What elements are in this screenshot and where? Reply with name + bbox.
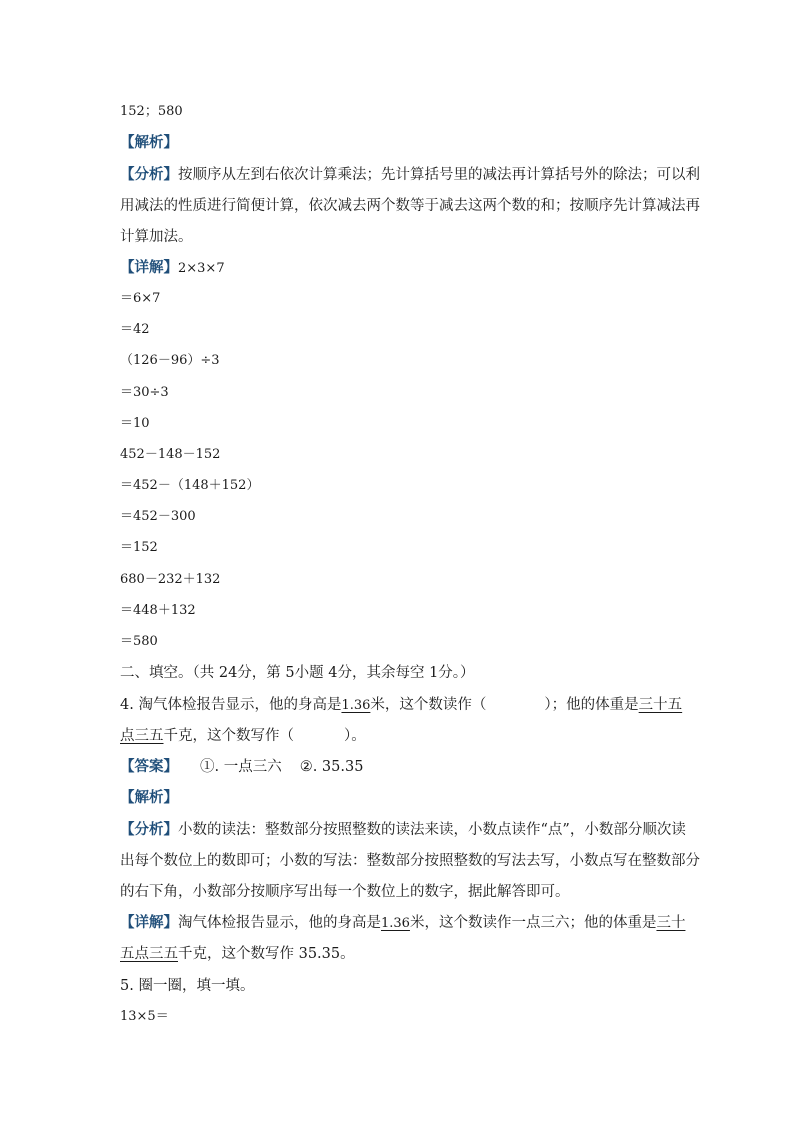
q4-analysis-line-1: 【分析】小数的读法：整数部分按照整数的读法来读，小数点读作“点”，小数部分顺次读 (120, 821, 686, 838)
calc-step: 452－148－152 (120, 447, 221, 462)
weight-value-2: 点三五 (120, 728, 164, 744)
calc-step: ＝580 (120, 634, 158, 649)
weight-value-1: 三十五 (638, 697, 683, 713)
q3-analysis-line-1: 【分析】按顺序从左到右依次计算乘法；先计算括号里的减法再计算括号外的除法；可以利 (120, 166, 700, 183)
height-value: 1.36 (341, 698, 371, 713)
q5-title: 5. 圈一圈，填一填。 (120, 978, 255, 994)
previous-answer: 152；580 (120, 104, 183, 119)
jiexi-label: 【解析】 (120, 134, 178, 151)
q3-analysis-line-3: 计算加法。 (120, 229, 193, 245)
q4-line-1: 4. 淘气体检报告显示，他的身高是1.36米，这个数读作（ ）；他的体重是三十五 (120, 697, 683, 713)
xiangjie-label: 【详解】 (120, 914, 178, 931)
calc-step: ＝6×7 (120, 291, 161, 306)
q3-detail-line: 【详解】2×3×7 (120, 259, 225, 276)
calc-step: ＝30÷3 (120, 385, 169, 400)
calc-step: ＝152 (120, 540, 158, 555)
q4-answer: 【答案】 ①. 一点三六 ②. 35.35 (120, 758, 364, 775)
q4-analysis-line-3: 的右下角，小数部分按顺序写出每一个数位上的数字，据此解答即可。 (120, 884, 570, 900)
fenxi-label: 【分析】 (120, 821, 178, 838)
calc-step: ＝10 (120, 416, 150, 431)
daan-label: 【答案】 (120, 758, 178, 775)
q3-analysis-line-2: 用减法的性质进行简便计算，依次减去两个数等于减去这两个数的和；按顺序先计算减法再 (120, 198, 700, 214)
height-value: 1.36 (381, 916, 410, 931)
calc-step: ＝452－300 (120, 509, 196, 524)
calc-step: 680－232＋132 (120, 572, 221, 587)
calc-step: ＝42 (120, 322, 150, 337)
q4-analysis-line-2: 出每个数位上的数即可；小数的写法：整数部分按照整数的写法去写，小数点写在整数部分 (120, 853, 700, 869)
weight-value-1: 三十 (656, 915, 686, 931)
q4-detail-line-2: 五点三五千克，这个数写作 35.35。 (120, 946, 355, 962)
calc-step: （126－96）÷3 (120, 353, 220, 368)
q4-line-2: 点三五千克，这个数写作（ ）。 (120, 728, 366, 744)
calc-step: ＝452－（148＋152） (120, 478, 260, 493)
section-2-title: 二、填空。（共 24分，第 5小题 4分，其余每空 1分。） (120, 665, 475, 681)
calc-step: ＝448＋132 (120, 603, 196, 618)
q5-expression: 13×5＝ (120, 1009, 169, 1024)
q4-detail-line-1: 【详解】淘气体检报告显示，他的身高是1.36米，这个数读作一点三六；他的体重是三十 (120, 914, 686, 931)
xiangjie-label: 【详解】 (120, 259, 178, 276)
fenxi-label: 【分析】 (120, 166, 178, 183)
jiexi-label: 【解析】 (120, 789, 178, 806)
weight-value-2: 五点三五 (120, 946, 178, 962)
